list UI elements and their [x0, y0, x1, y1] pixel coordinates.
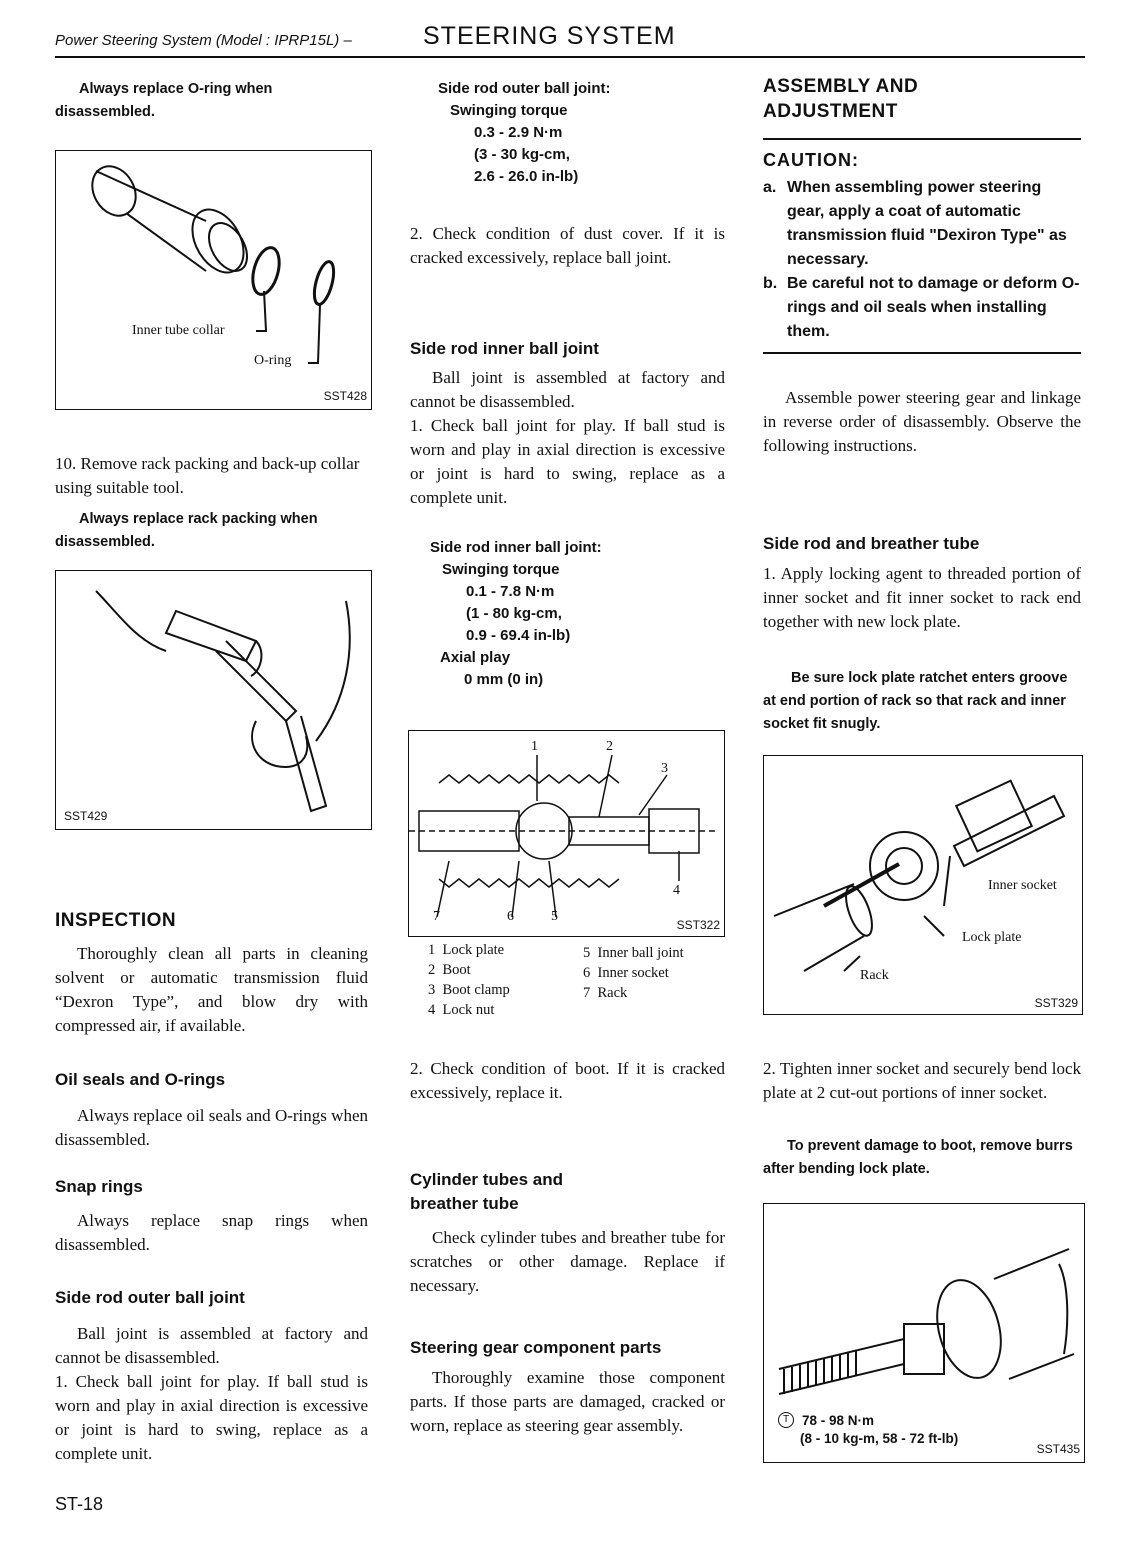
figure-code: SST429 [64, 809, 108, 823]
outer-ball-joint-text-1: Ball joint is assembled at factory and cannot be disassembled. [55, 1324, 368, 1367]
spec-value: 0.9 - 69.4 in-lb) [466, 627, 571, 644]
legend-item: 3 Boot clamp [428, 982, 510, 998]
torque-value: 78 - 98 N·m [802, 1413, 875, 1428]
legend-right [583, 943, 728, 1003]
spec-title: Side rod outer ball joint: [438, 80, 611, 97]
inner-tube-collar-illustration [56, 151, 371, 409]
snap-rings-heading: Snap rings [55, 1177, 143, 1196]
legend-item: 6 Inner socket [583, 965, 669, 981]
boot-step: 2. Check condition of boot. If it is cracked excessively, replace it. [410, 1059, 725, 1102]
spec-value: 0 mm (0 in) [464, 671, 544, 688]
caution-item: a. When assembling power steering gear, apply a coat of automatic transmission fluid "Dexiron Type" as necessary. [763, 179, 1067, 268]
cylinder-heading: Cylinder tubes and breather tube [410, 1170, 564, 1213]
page-header [55, 22, 1085, 58]
figure-code: SST329 [1034, 996, 1078, 1010]
gear-parts-text: Thoroughly examine those component parts. If those parts are damaged, cracked or worn, replace as steering gear assembly. [410, 1368, 725, 1435]
assembly-intro: Assemble power steering gear and linkage in reverse order of disassembly. Observe the following instructions. [763, 388, 1081, 455]
oil-seals-heading: Oil seals and O-rings [55, 1070, 226, 1089]
spec-value: (1 - 80 kg-cm, [466, 605, 562, 622]
divider [763, 138, 1081, 140]
figure-code: SST435 [1036, 1442, 1080, 1456]
spec-sub: Swinging torque [442, 561, 560, 578]
label-o-ring: O-ring [254, 353, 292, 368]
figure-sst329 [763, 755, 1083, 1015]
divider [763, 352, 1081, 354]
callout-6: 6 [507, 909, 514, 924]
spec-sub: Swinging torque [450, 102, 568, 119]
figure-sst322 [408, 730, 725, 937]
inspection-heading: INSPECTION [55, 910, 177, 931]
inner-ball-joint-text-1: Ball joint is assembled at factory and cannot be disassembled. [410, 368, 725, 411]
hammer-illustration [56, 571, 371, 829]
figure-code: SST428 [323, 389, 367, 403]
side-rod-step-2: 2. Tighten inner socket and securely bend lock plate at 2 cut-out portions of inner socket. [763, 1059, 1081, 1102]
inner-ball-joint-diagram [409, 731, 724, 936]
inner-ball-joint-text-2: 1. Check ball joint for play. If ball stud is worn and play in axial direction is excessive or joint is hard to swing, replace as a complete unit. [410, 416, 725, 507]
caution-list [763, 176, 1081, 344]
torque-callout: T [778, 1412, 794, 1428]
callout-7: 7 [433, 909, 440, 924]
torque-spec [778, 1412, 958, 1448]
legend-item: 7 Rack [583, 985, 628, 1001]
spec-value: (3 - 30 kg-cm, [474, 146, 570, 163]
inspection-text: Thoroughly clean all parts in cleaning solvent or automatic transmission fluid “Dexron Type”, and blow dry with compressed air, if available. [55, 944, 368, 1035]
inner-ball-joint-spec [410, 537, 725, 691]
inner-ball-joint-heading: Side rod inner ball joint [410, 339, 599, 358]
dust-cover-step: 2. Check condition of dust cover. If it is cracked excessively, replace ball joint. [410, 224, 725, 267]
legend-item: 4 Lock nut [428, 1002, 495, 1018]
callout-1: 1 [531, 739, 538, 754]
lock-plate-note: Be sure lock plate ratchet enters groove at end portion of rack so that rack and inner socket fit snugly. [763, 670, 1068, 732]
figure-code: SST322 [676, 918, 720, 932]
figure-sst429 [55, 570, 372, 830]
header-subtitle: Power Steering System (Model : IPRP15L) – [55, 32, 352, 49]
snap-rings-text: Always replace snap rings when disassembled. [55, 1211, 368, 1254]
outer-ball-joint-spec [410, 78, 725, 188]
oring-note: Always replace O-ring when disassembled. [55, 81, 273, 120]
header-title: STEERING SYSTEM [423, 22, 676, 50]
rack-packing-note: Always replace rack packing when disassembled. [55, 511, 318, 550]
spec-value: 0.3 - 2.9 N·m [474, 124, 563, 141]
figure-sst435 [763, 1203, 1085, 1463]
callout-2: 2 [606, 739, 613, 754]
cylinder-text: Check cylinder tubes and breather tube for scratches or other damage. Replace if necessary. [410, 1228, 725, 1295]
side-rod-heading: Side rod and breather tube [763, 534, 980, 553]
oil-seals-text: Always replace oil seals and O-rings when disassembled. [55, 1106, 368, 1149]
spec-value: 2.6 - 26.0 in-lb) [474, 168, 579, 185]
outer-ball-joint-heading: Side rod outer ball joint [55, 1288, 245, 1307]
step-10: 10. Remove rack packing and back-up collar using suitable tool. [55, 454, 360, 497]
assembly-heading: ASSEMBLY AND ADJUSTMENT [763, 76, 919, 122]
legend-left [428, 940, 568, 1020]
gear-parts-heading: Steering gear component parts [410, 1338, 662, 1357]
caution-item: b. Be careful not to damage or deform O-rings and oil seals when installing them. [763, 275, 1080, 340]
label-rack: Rack [860, 968, 889, 983]
legend-item: 5 Inner ball joint [583, 945, 684, 961]
spec-value: 0.1 - 7.8 N·m [466, 583, 555, 600]
burrs-note: To prevent damage to boot, remove burrs after bending lock plate. [763, 1138, 1073, 1177]
page-number: ST-18 [55, 1494, 104, 1514]
figure-sst428 [55, 150, 372, 410]
callout-3: 3 [661, 761, 668, 776]
outer-ball-joint-text-2: 1. Check ball joint for play. If ball stud is worn and play in axial direction is excessive or joint is hard to swing, replace as a complete unit. [55, 1372, 368, 1463]
legend-item: 2 Boot [428, 962, 471, 978]
label-inner-socket: Inner socket [988, 878, 1057, 893]
legend-item: 1 Lock plate [428, 942, 505, 958]
torque-row [778, 1412, 958, 1430]
callout-5: 5 [551, 909, 558, 924]
caution-label: CAUTION: [763, 150, 859, 170]
label-inner-tube-collar: Inner tube collar [132, 323, 225, 338]
callout-4: 4 [673, 883, 680, 898]
side-rod-step-1: 1. Apply locking agent to threaded portion of inner socket and fit inner socket to rack end together with new lock plate. [763, 564, 1081, 631]
torque-value: (8 - 10 kg-m, 58 - 72 ft-lb) [800, 1431, 959, 1446]
label-lock-plate: Lock plate [962, 930, 1022, 945]
spec-title: Side rod inner ball joint: [430, 539, 602, 556]
spec-sub: Axial play [440, 649, 511, 666]
